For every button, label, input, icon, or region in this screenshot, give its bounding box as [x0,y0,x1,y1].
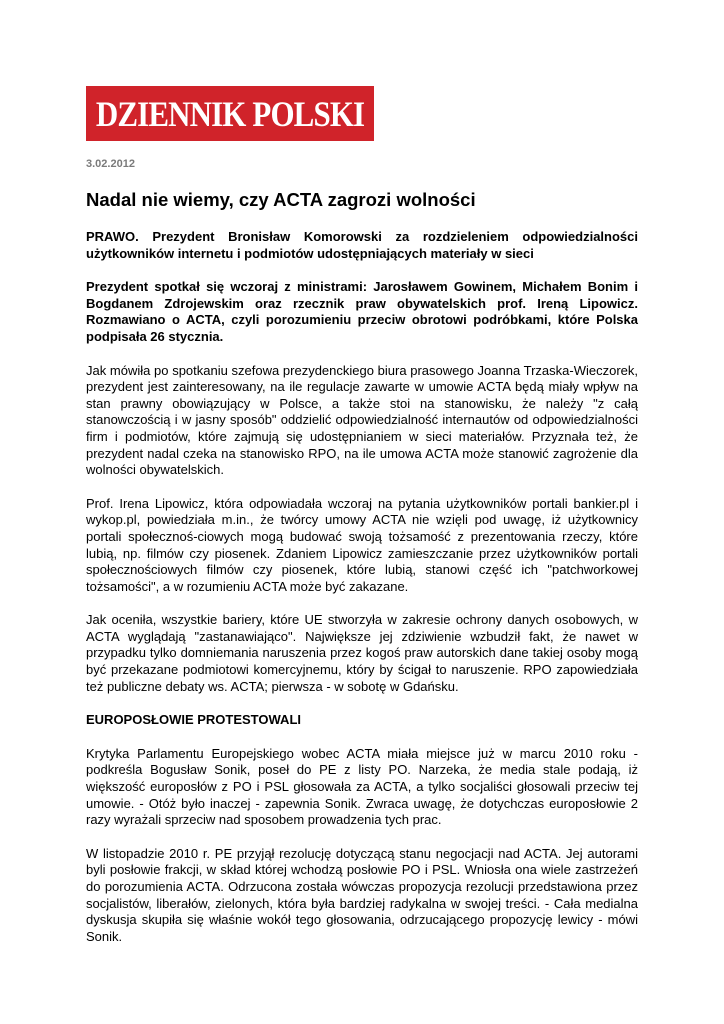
logo-text: DZIENNIK POLSKI [95,93,365,134]
newspaper-logo [86,86,374,141]
paragraph: Jak mówiła po spotkaniu szefowa prezydenckiego biura prasowego Joanna Trzaska-Wieczorek, prezydent jest zainteresowany, na ile regulacje zawarte w umowie ACTA będą miały wpływ na stan prawny obowiązujący w Polsce, a także stoi na stanowisku, że należy "z całą stanowczością i w jasny sposób" oddzielić odpowiedzialność internautów od odpowiedzialności firm i podmiotów, które zajmują się udostępnianiem w sieci materiałów. Przyznała też, że prezydent nadal czeka na stanowisko RPO, na ile umowa ACTA może stanowić zagrożenie dla wolności obywatelskich. [86,362,638,478]
publication-date: 3.02.2012 [86,158,135,170]
section-heading: EUROPOSŁOWIE PROTESTOWALI [86,712,301,728]
article-title: Nadal nie wiemy, czy ACTA zagrozi wolności [86,189,476,210]
paragraph: W listopadzie 2010 r. PE przyjął rezolucję dotyczącą stanu negocjacji nad ACTA. Jej autorami byli posłowie frakcji, w skład której wchodzą posłowie PO i PSL. Wniosła ona wiele zastrzeżeń do porozumienia ACTA. Odrzucona została wówczas propozycja rezolucji przedstawiona przez socjalistów, liberałów, zielonych, która była bardziej radykalna w swojej treści. - Cała medialna dyskusja skupiła się właśnie wokół tego głosowania, odrzucającego propozycję lewicy - mówi Sonik. [86,845,638,944]
paragraph: Jak oceniła, wszystkie bariery, które UE stworzyła w zakresie ochrony danych osobowych, w ACTA wyglądają "zastanawiająco". Największe jej zdziwienie wzbudził fakt, że nawet w przypadku tylko domniemania naruszenia przez kogoś praw autorskich dane takiej osoby mogą być przekazane podmiotowi komercyjnemu, który by ścigał to naruszenie. RPO zapowiedziała też publiczne debaty ws. ACTA; pierwsza - w sobotę w Gdańsku. [86,612,638,694]
article-intro: Prezydent spotkał się wczoraj z ministrami: Jarosławem Gowinem, Michałem Bonim i Bogdanem Zdrojewskim oraz rzecznik praw obywatelskich prof. Ireną Lipowicz. Rozmawiano o ACTA, czyli porozumieniu przeciw obrotowi podróbkami, które Polska podpisała 26 stycznia. [86,279,638,344]
article-lead: PRAWO. Prezydent Bronisław Komorowski za rozdzieleniem odpowiedzialności użytkowników internetu i podmiotów udostępniających materiały w sieci [86,229,638,261]
paragraph: Krytyka Parlamentu Europejskiego wobec ACTA miała miejsce już w marcu 2010 roku - podkreśla Bogusław Sonik, poseł do PE z listy PO. Narzeka, że media stale podają, iż większość europosłów z PO i PSL głosowała za ACTA, a tylko socjaliści głosowali przeciw tej umowie. - Otóż było inaczej - zapewnia Sonik. Zwraca uwagę, że dotychczas europosłowie 2 razy wyrażali sprzeciw nad sposobem prowadzenia tych prac. [86,745,638,828]
paragraph: Prof. Irena Lipowicz, która odpowiadała wczoraj na pytania użytkowników portali bankier.pl i wykop.pl, powiedziała m.in., że twórcy umowy ACTA nie wzięli pod uwagę, iż użytkownicy portali społecznoś-ciowych mogą budować swoją tożsamość z prezentowania rzeczy, które lubią, np. filmów czy piosenek. Zdaniem Lipowicz zamieszczanie przez użytkowników portali społecznościowych filmów czy piosenek, które lubią, stanowi część ich "patchworkowej tożsamości", a w rozumieniu ACTA może być zakazane. [86,495,638,594]
article-body [86,229,638,962]
